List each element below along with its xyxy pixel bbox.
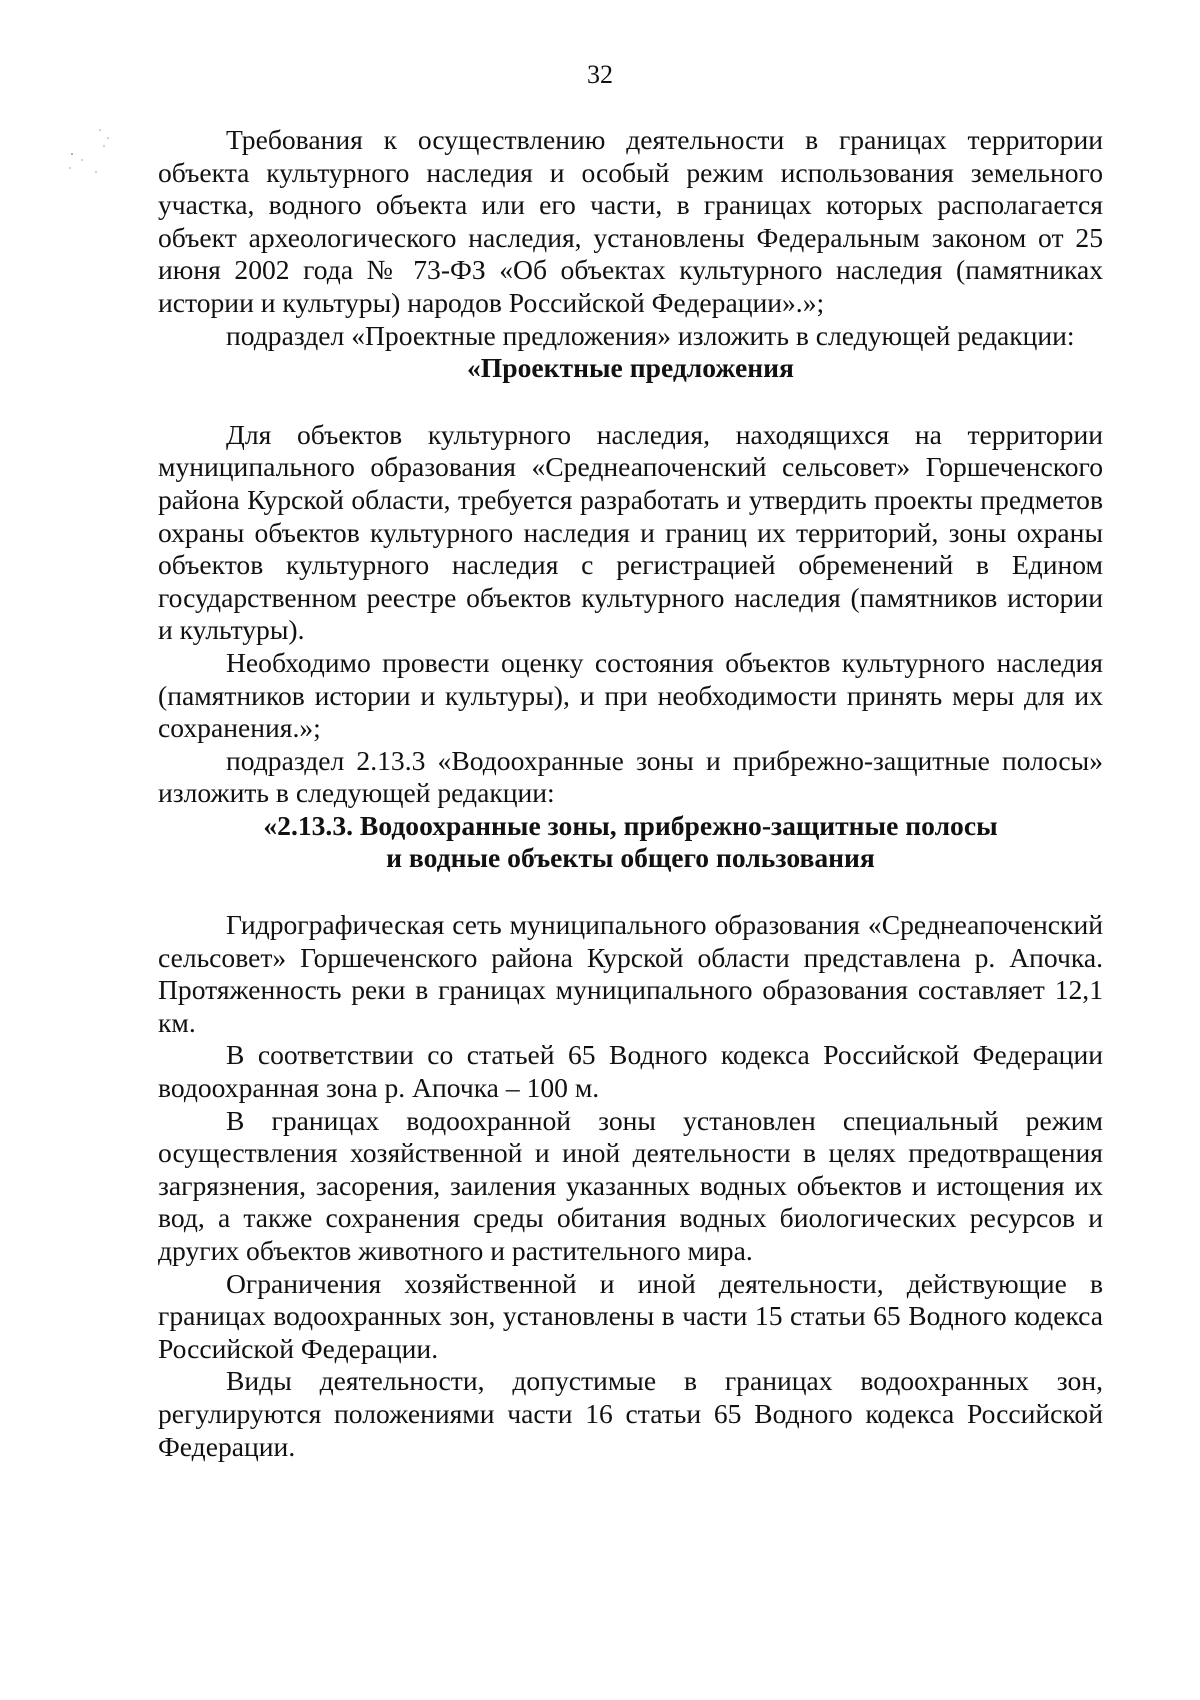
paragraph-subsection-instruction: подраздел «Проектные предложения» изложить в следующей редакции:	[226, 319, 1075, 351]
heading-water-zones-line2: и водные объекты общего пользования	[386, 842, 875, 874]
scan-artifact-dots	[60, 120, 120, 200]
paragraph-permitted-activities: Виды деятельности, допустимые в границах водоохранных зон, регулируются положениями части 16 статьи 65 Водного кодекса Российской Федерации.	[158, 1365, 1103, 1462]
paragraph-hydrographic-network: Гидрографическая сеть муниципального образования «Среднеапоченский сельсовет» Горшеченского района Курской области представлена р. Апочка. Протяженность реки в границах муниципального образования составляет 12,1 км.	[158, 909, 1103, 1038]
heading-water-zones-line1: «2.13.3. Водоохранные зоны, прибрежно-защитные полосы	[263, 809, 998, 841]
paragraph-subsection-2133-instruction: подраздел 2.13.3 «Водоохранные зоны и прибрежно-защитные полосы» изложить в следующей редакции:	[158, 744, 1103, 809]
paragraph-assessment: Необходимо провести оценку состояния объектов культурного наследия (памятников истории и культуры), и при необходимости принять меры для их сохранения.»;	[158, 646, 1103, 744]
spacer	[158, 385, 1103, 419]
document-body	[158, 124, 1103, 1463]
heading-project-proposals: «Проектные предложения	[467, 352, 794, 384]
spacer	[158, 875, 1103, 909]
paragraph-restrictions: Ограничения хозяйственной и иной деятельности, действующие в границах водоохранных зон, установлены в части 15 статьи 65 Водного кодекса Российской Федерации.	[158, 1267, 1103, 1364]
paragraph-heritage-objects: Для объектов культурного наследия, находящихся на территории муниципального образования «Среднеапоченский сельсовет» Горшеченского района Курской области, требуется разработать и утвердить проекты предметов охраны объектов культурного наследия и границ их территорий, зоны охраны объектов культурного наследия с регистрацией обременений в Едином государственном реестре объектов культурного наследия (памятников истории и культуры).	[158, 418, 1103, 646]
paragraph-requirements: Требования к осуществлению деятельности в границах территории объекта культурного наследия и особый режим использования земельного участка, водного объекта или его части, в границах которых располагается объект археологического наследия, установлены Федеральным законом от 25 июня 2002 года № 73-ФЗ «Об объектах культурного наследия (памятниках истории и культуры) народов Российской Федерации».»;	[158, 124, 1103, 318]
paragraph-water-code: В соответствии со статьей 65 Водного кодекса Российской Федерации водоохранная зона р. Апочка – 100 м.	[158, 1039, 1103, 1104]
paragraph-special-regime: В границах водоохранной зоны установлен специальный режим осуществления хозяйственной и иной деятельности в целях предотвращения загрязнения, засорения, заиления указанных водных объектов и истощения их вод, а также сохранения среды обитания водных биологических ресурсов и других объектов животного и растительного мира.	[158, 1104, 1103, 1266]
page-number: 32	[587, 60, 613, 89]
